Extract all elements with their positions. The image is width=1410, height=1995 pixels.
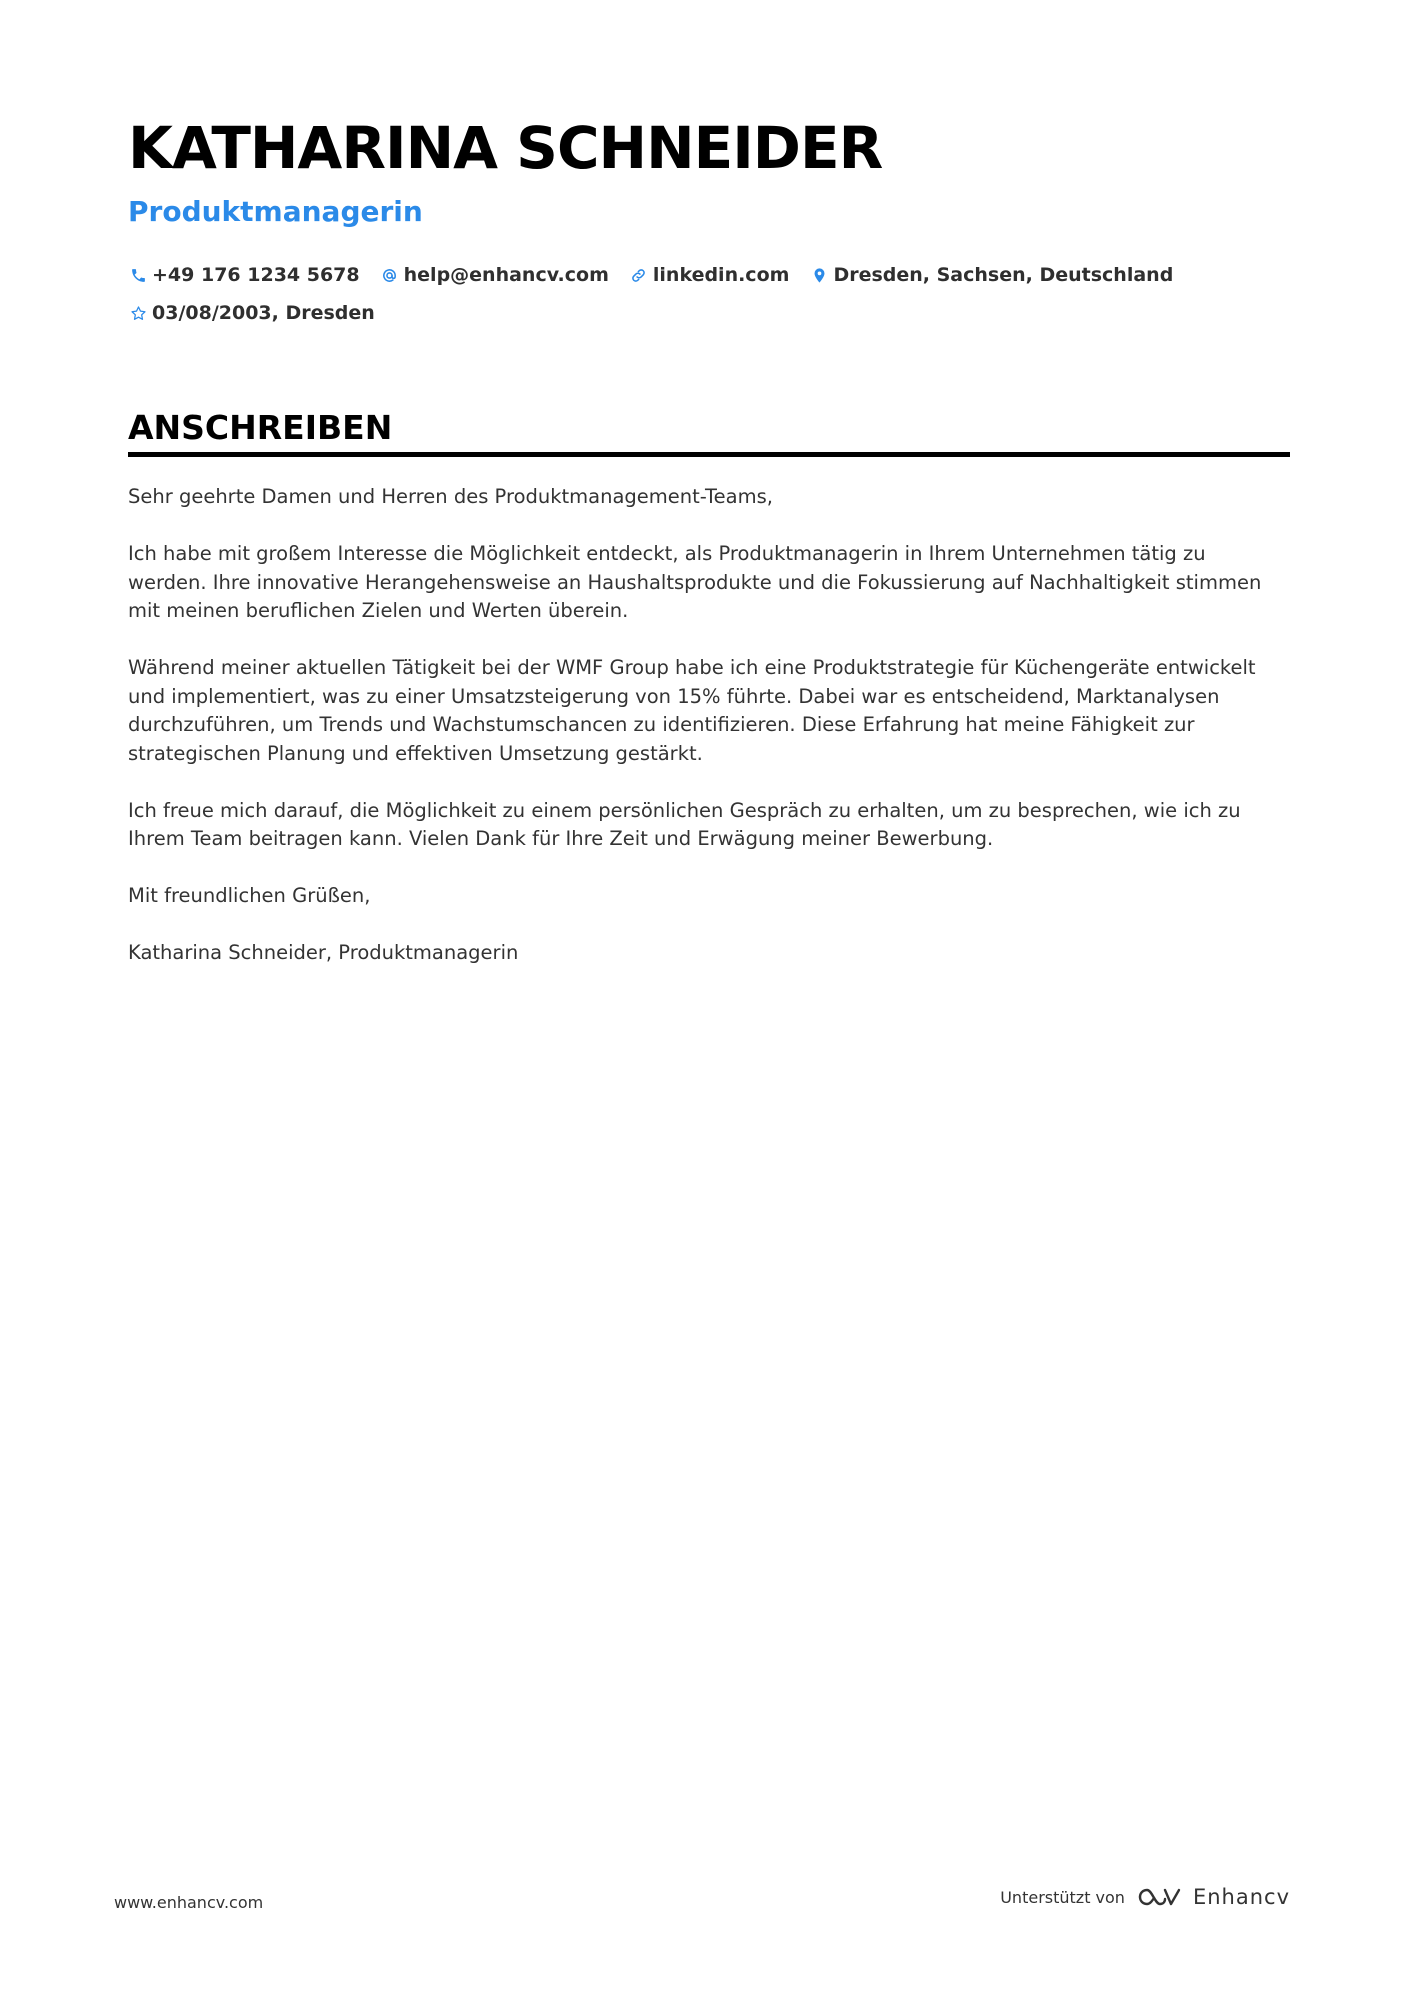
contact-info xyxy=(128,256,1288,332)
contact-row-2 xyxy=(128,294,1288,332)
phone-icon xyxy=(128,265,148,285)
resume-header xyxy=(128,108,1288,332)
contact-phone-text: +49 176 1234 5678 xyxy=(152,264,360,286)
star-icon xyxy=(128,303,148,323)
link-icon xyxy=(629,265,649,285)
candidate-role: Produktmanagerin xyxy=(128,195,423,228)
contact-birth-text: 03/08/2003, Dresden xyxy=(152,302,375,324)
contact-phone xyxy=(128,264,360,286)
contact-location xyxy=(809,264,1173,286)
footer-website[interactable]: www.enhancv.com xyxy=(114,1893,264,1912)
contact-email-text[interactable]: help@enhancv.com xyxy=(403,264,609,286)
enhancv-logo[interactable] xyxy=(1137,1884,1290,1910)
section-title: ANSCHREIBEN xyxy=(128,408,393,447)
location-pin-icon xyxy=(809,265,829,285)
letter-body xyxy=(128,483,1290,968)
cover-letter-section xyxy=(128,405,1290,996)
contact-row-1 xyxy=(128,256,1288,294)
contact-linkedin[interactable] xyxy=(629,264,790,286)
footer-branding xyxy=(1000,1884,1290,1910)
letter-paragraph: Ich habe mit großem Interesse die Möglichkeit entdeckt, als Produktmanagerin in Ihrem Unternehmen tätig zu werden. Ihre innovative Herangehensweise an Haushaltsprodukte und die Fokussierung auf Nachhaltigkeit stimmen mit meinen beruflichen Zielen und Werten überein. xyxy=(128,542,1262,622)
enhancv-logo-icon xyxy=(1137,1884,1183,1910)
brand-name: Enhancv xyxy=(1192,1885,1290,1909)
letter-signature: Katharina Schneider, Produktmanagerin xyxy=(128,941,519,964)
candidate-name: KATHARINA SCHNEIDER xyxy=(128,114,883,182)
letter-greeting: Sehr geehrte Damen und Herren des Produktmanagement-Teams, xyxy=(128,485,773,508)
contact-linkedin-text[interactable]: linkedin.com xyxy=(652,264,790,286)
contact-location-text: Dresden, Sachsen, Deutschland xyxy=(833,264,1174,286)
letter-paragraph: Ich freue mich darauf, die Möglichkeit zu einem persönlichen Gespräch zu erhalten, um zu besprechen, wie ich zu Ihrem Team beitragen kann. Vielen Dank für Ihre Zeit und Erwägung meiner Bewerbung. xyxy=(128,798,1241,850)
powered-by-label: Unterstützt von xyxy=(1000,1887,1125,1907)
contact-email[interactable] xyxy=(380,264,609,286)
contact-birth xyxy=(128,302,375,324)
letter-paragraph: Während meiner aktuellen Tätigkeit bei der WMF Group habe ich eine Produktstrategie für Küchengeräte entwickelt und implementiert, was zu einer Umsatzsteigerung von 15% führte. Dabei war es entscheidend, Marktanalysen durchzuführen, um Trends und Wachstumschancen zu identifizieren. Diese Erfahrung hat meine Fähigkeit zur strategischen Planung und effektiven Umsetzung gestärkt. xyxy=(128,656,1256,765)
at-icon xyxy=(380,265,400,285)
letter-closing: Mit freundlichen Grüßen, xyxy=(128,884,371,907)
section-divider xyxy=(128,452,1290,457)
